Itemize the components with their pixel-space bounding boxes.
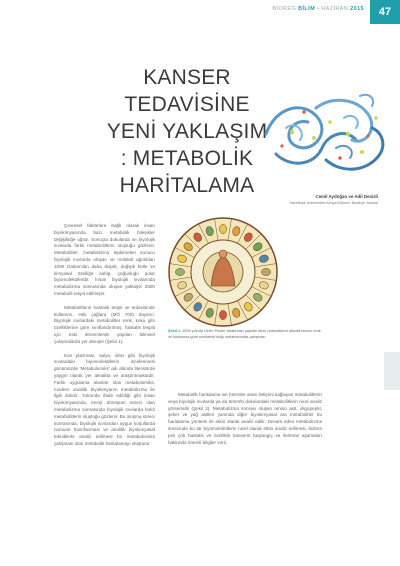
urine-flask	[175, 268, 184, 275]
header-section: BİLİM	[298, 6, 316, 12]
header-date: HAZİRAN	[321, 6, 349, 12]
urine-flask	[261, 268, 270, 275]
page-number: 47	[378, 6, 392, 18]
body-paragraph: Metabolik haritalama ise hücreler arası iletişimi sağlayan metabolitlerin veya biyolojik sıvılarda ya da tümörlü dokulardaki metabolitlerin nicel analiz yöntemidir (Şekil 2). Metabolizma sonrası oluşan amino asit, oligopeptit, şeker ve yağ asitleri yanında diğer biyokimyasal ara metabolitler bu haritalama yöntemi ile etkin olarak analiz edilir. Devam eden metabolizma sürecinde bu tür biyomoleküllerin nicel olarak etkin analiz edilmesi, bizlere pek çok hastalık ve özellikle kanserin başlangıç ve ilerleme aşamaları hakkında önemli bilgiler verir.	[168, 392, 322, 445]
body-paragraph: Çevresel faktörlere bağlı olarak insan biyokimyasında bazı metabolik bileşikler değişikliğe uğrar. Sonuçta dokularda ve biyolojik sıvılarda farklı metabolitlerin oluştuğu gözlenir. Metabolitler, metabolizma tepkimeleri sonucu biyolojik sıvılarda oluşan ve molekül ağırlıkları 1000 Dalton'dan daha düşük, değişik kütle ve kimyasal özelliğe sahip, çoğunluğu polar biyomoleküllerdir. İnsan biyolojik sıvılarında metabolizma sonrasında oluşan yaklaşık 2500 metabolit tespit edilmiştir.	[54, 223, 155, 296]
protein-structure-image	[256, 88, 392, 184]
urine-flask	[219, 224, 226, 233]
header-separator: •	[317, 6, 320, 12]
article-title: KANSER TEDAVİSİNE YENİ YAKLAŞIM : METABOLİK HARİTALAMA	[106, 66, 268, 197]
body-column-left	[54, 223, 155, 455]
article-affiliation: Hacettepe Üniversitesi Kimya Bölümü, Beytepe, Ankara	[289, 201, 378, 205]
page-edge-tab	[384, 352, 400, 390]
header-year: 2015	[350, 6, 364, 12]
page-number-badge	[370, 0, 400, 24]
body-column-right	[168, 392, 322, 453]
running-header	[272, 6, 364, 12]
urine-flask	[219, 310, 226, 319]
figure-caption-label: Şekil 1.	[168, 329, 182, 333]
figure-caption	[168, 329, 322, 340]
article-authors: Cemil Aydoğan ve Adil Denizli	[315, 194, 378, 199]
urine-wheel-figure	[167, 216, 279, 328]
body-paragraph: Metabolitlerin hastalık tespit ve tedavisinde kullanımı, eski çağlara (MÖ 700) dayanır. Biyolojik sıvılardaki metabolitler renk, koku gibi özelliklerine göre sınıflandırılmış, hastalık tespiti için eski dönemlerde yapılan bilimsel çalışmalarda yer almıştır (Şekil 1).	[54, 304, 155, 344]
header-publication: BİOREG	[272, 6, 297, 12]
figure-caption-text: 1506 yılında Ulrich Pinder tarafından yapılan farklı hastalıkların altında idrarın renk ve kokusuna göre sınıflandırıldığı metabolomiks çalışması	[168, 329, 321, 339]
body-paragraph: Kan plazması, salya, idrar gibi biyolojik sıvılardaki biyomoleküllerin incelenmesi günümüzde 'Metabolomiks' adı altında literatürde yaygın olarak yer almakta ve araştırılmaktadır. Farklı uygulama alanları olan metabolomiks, modern analitik biyokimyanın metabolizma ile ilgili dalıdır. Yukarıda ifade edildiği gibi insan biyokimyasında, enerji dönüşüm süreci olan metabolizma sonrasında biyolojik sıvılarda farklı metabolitlerin oluştuğu gözlenir. Bu oluşma süreci sonrasında, biyolojik sıvılardan uygun koşullarda numune hazırlanması ve analitik biyokimyasal tekniklerle analiz edilmesi bir metabolomiks çalışması olan metabolik haritalamayı oluşturur.	[54, 352, 155, 446]
